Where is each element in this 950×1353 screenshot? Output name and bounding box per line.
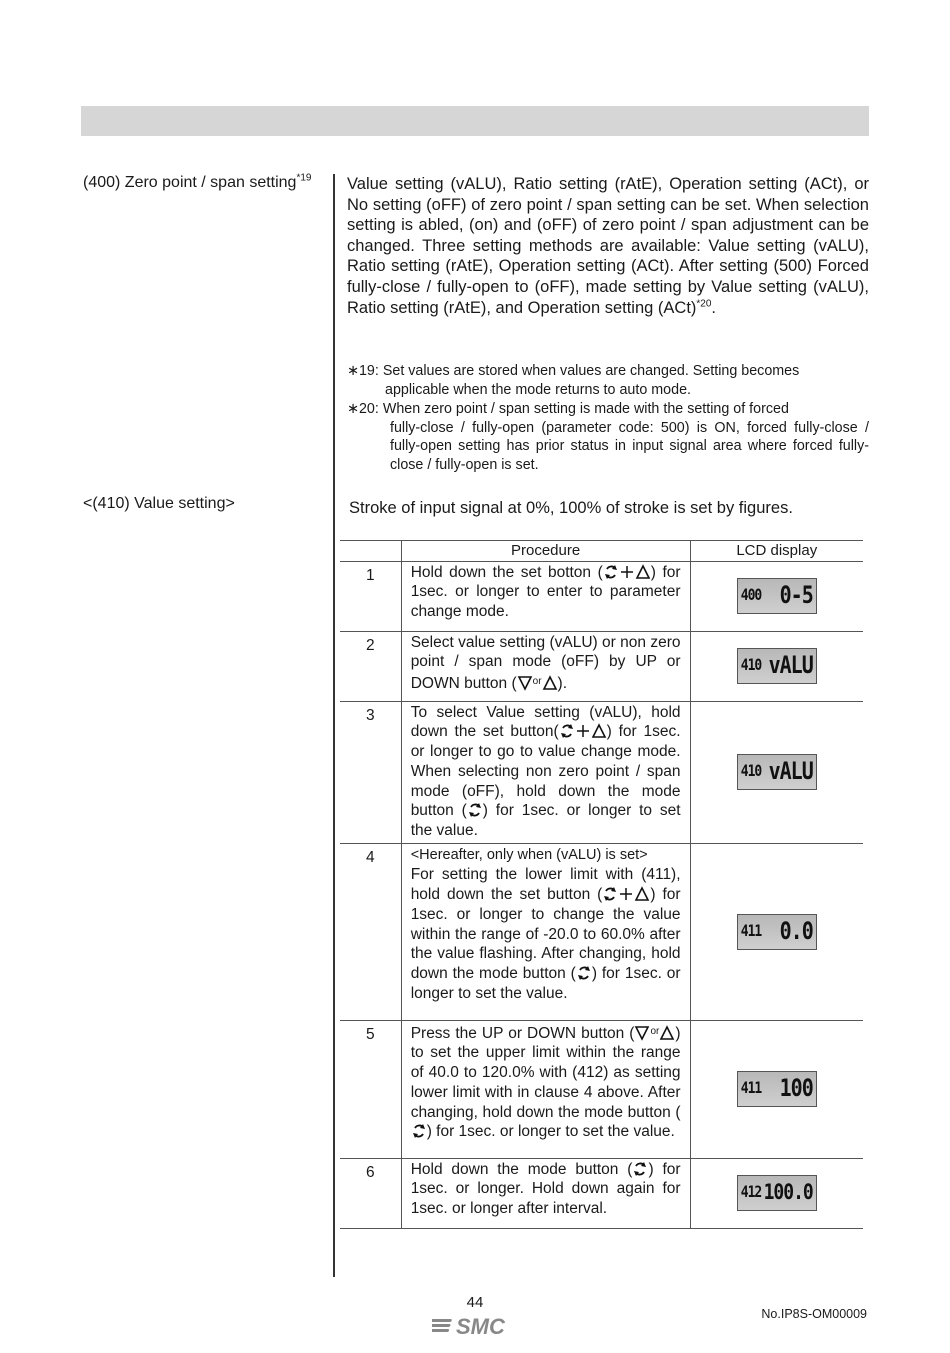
lcd-cell <box>690 631 863 701</box>
step-text <box>401 1158 690 1228</box>
section-heading-400 <box>83 174 333 192</box>
step5-text-c: ) for 1sec. or longer to set the value. <box>426 1123 675 1141</box>
step-number: 3 <box>340 701 401 843</box>
step-text <box>401 701 690 843</box>
table-row <box>340 631 863 701</box>
intro-paragraph <box>347 174 869 318</box>
document-number: No.IP8S-OM00009 <box>761 1307 867 1321</box>
footnote-20-mark: ∗20: <box>347 401 383 417</box>
step3-text-c: ) for 1sec. or longer to set the value. <box>410 802 681 839</box>
up-icon <box>659 1025 675 1041</box>
step-number: 4 <box>340 843 401 1020</box>
step-number: 2 <box>340 631 401 701</box>
down-icon <box>634 1025 650 1041</box>
table-row <box>340 843 863 1020</box>
lcd-cell <box>690 1020 863 1158</box>
footnote-19-line2: applicable when the mode returns to auto mode. <box>385 381 691 398</box>
footnotes <box>347 362 869 474</box>
lcd-param: 400 <box>740 586 762 606</box>
footnote-20-rest: fully-close / fully-open (parameter code: 500) is ON, forced fully-close / fully-open setting has prior status in input signal area where forced fully-close / fully-open is set. <box>390 419 869 473</box>
step3-text-a: To select Value setting (vALU), hold down the set button( <box>410 703 681 741</box>
lcd-param: 411 <box>740 1079 762 1099</box>
lcd-display <box>737 578 817 614</box>
step4-heading: <Hereafter, only when (vALU) is set> <box>410 846 648 863</box>
lcd-display <box>737 914 817 950</box>
step4-text-a: For setting the lower limit with (411), hold down the set button ( <box>410 866 681 904</box>
section-heading-410: <(410) Value setting> <box>83 495 235 512</box>
footnote-20 <box>347 400 869 474</box>
footnote-ref-20: *20 <box>696 298 712 310</box>
or-label: or <box>532 676 542 688</box>
table-row <box>340 701 863 843</box>
plus-icon <box>575 723 591 739</box>
lcd-cell <box>690 843 863 1020</box>
step1-text-b: ) for 1sec. or longer to enter to parameter change mode. <box>410 563 681 621</box>
lcd-value: vALU <box>768 650 813 680</box>
step4-text-b: ) for 1sec. or longer to change the value within the range of -20.0 to 60.0% after the value flashing. After changing, hold down the mode button ( <box>410 886 681 982</box>
step2-text-a: Select value setting (vALU) or non zero point / span mode (oFF) by UP or DOWN button ( <box>410 633 681 693</box>
step5-text-a: Press the UP or DOWN button ( <box>410 1024 635 1042</box>
mode-icon <box>632 1161 648 1177</box>
table-row <box>340 1020 863 1158</box>
step-number: 6 <box>340 1158 401 1228</box>
header-num <box>340 541 401 562</box>
lcd-param: 411 <box>740 921 762 941</box>
lcd-cell <box>690 561 863 631</box>
page-number: 44 <box>466 1294 484 1311</box>
lcd-cell <box>690 701 863 843</box>
step4-text-c: ) for 1sec. or longer to set the value. <box>410 964 681 1002</box>
mode-icon <box>559 723 575 739</box>
header-procedure: Procedure <box>401 541 690 562</box>
lcd-display <box>737 1175 817 1211</box>
lcd-display <box>737 1071 817 1107</box>
footnote-ref-19: *19 <box>296 172 312 184</box>
table-row <box>340 561 863 631</box>
footnote-19 <box>347 362 869 399</box>
table-row <box>340 1158 863 1228</box>
lcd-value: 0-5 <box>779 580 813 610</box>
lcd-param: 410 <box>740 762 762 782</box>
step-number: 1 <box>340 561 401 631</box>
step1-text-a: Hold down the set botton ( <box>410 563 603 581</box>
step-text <box>401 561 690 631</box>
lcd-param: 412 <box>740 1183 762 1203</box>
up-icon <box>591 723 607 739</box>
smc-logo <box>432 1312 512 1338</box>
mode-icon <box>602 886 618 902</box>
plus-icon <box>618 886 634 902</box>
mode-icon <box>603 564 619 580</box>
step2-text-b: ). <box>557 675 568 693</box>
footnote-20-line1: When zero point / span setting is made with the setting of forced <box>382 401 789 417</box>
up-icon <box>634 886 650 902</box>
up-icon <box>635 564 651 580</box>
step6-text-b: ) for 1sec. or longer. Hold down again for 1sec. or longer after interval. <box>410 1160 681 1218</box>
mode-icon <box>576 965 592 981</box>
step-text <box>401 631 690 701</box>
plus-icon <box>619 564 635 580</box>
mode-icon <box>467 802 483 818</box>
down-icon <box>517 675 533 691</box>
mode-icon <box>411 1123 427 1139</box>
lcd-display <box>737 648 817 684</box>
logo-text: SMC <box>456 1314 505 1338</box>
lcd-param: 410 <box>740 656 762 676</box>
lcd-value: 0.0 <box>779 916 813 946</box>
step3-text-b: ) for 1sec. or longer to go to value change mode. When selecting non zero point / span mode (oFF), hold down the mode button ( <box>410 723 681 820</box>
or-label: or <box>650 1025 660 1037</box>
header-bar <box>81 106 869 136</box>
lcd-cell <box>690 1158 863 1228</box>
lcd-value: 100 <box>779 1073 813 1103</box>
lcd-value: 100.0 <box>763 1180 813 1206</box>
step-text <box>401 1020 690 1158</box>
lcd-display <box>737 754 817 790</box>
column-divider <box>333 174 335 1277</box>
intro-end: . <box>711 298 717 317</box>
intro-text: Value setting (vALU), Ratio setting (rAtE), Operation setting (ACt), or No setting (oFF) of zero point / span setting can be set. When selection setting is abled, (on) and (oFF) of zero point / span adjustment can be changed. Three setting methods are available: Value setting (vALU), Ratio setting (rAtE), Operation setting (ACt). After setting (500) Forced fully-close / fully-open to (oFF), made setting by Value setting (vALU), Ratio setting (rAtE), and Operation setting (ACt) <box>347 175 869 317</box>
lcd-value: vALU <box>768 756 813 786</box>
footnote-19-line1: Set values are stored when values are changed. Setting becomes <box>382 363 800 379</box>
up-icon <box>542 675 558 691</box>
step-number: 5 <box>340 1020 401 1158</box>
step5-text-b: ) to set the upper limit within the range of 40.0 to 120.0% with (412) as setting lower limit with in clause 4 above. After changing, hold down the mode button ( <box>410 1024 681 1121</box>
procedure-table <box>340 540 863 1229</box>
footnote-19-mark: ∗19: <box>347 363 383 379</box>
step-text <box>401 843 690 1020</box>
header-lcd: LCD display <box>690 541 863 562</box>
table-header-row <box>340 541 863 562</box>
heading-400-text: (400) Zero point / span setting <box>83 174 297 191</box>
step6-text-a: Hold down the mode button ( <box>410 1160 633 1178</box>
stroke-description: Stroke of input signal at 0%, 100% of stroke is set by figures. <box>349 499 793 517</box>
